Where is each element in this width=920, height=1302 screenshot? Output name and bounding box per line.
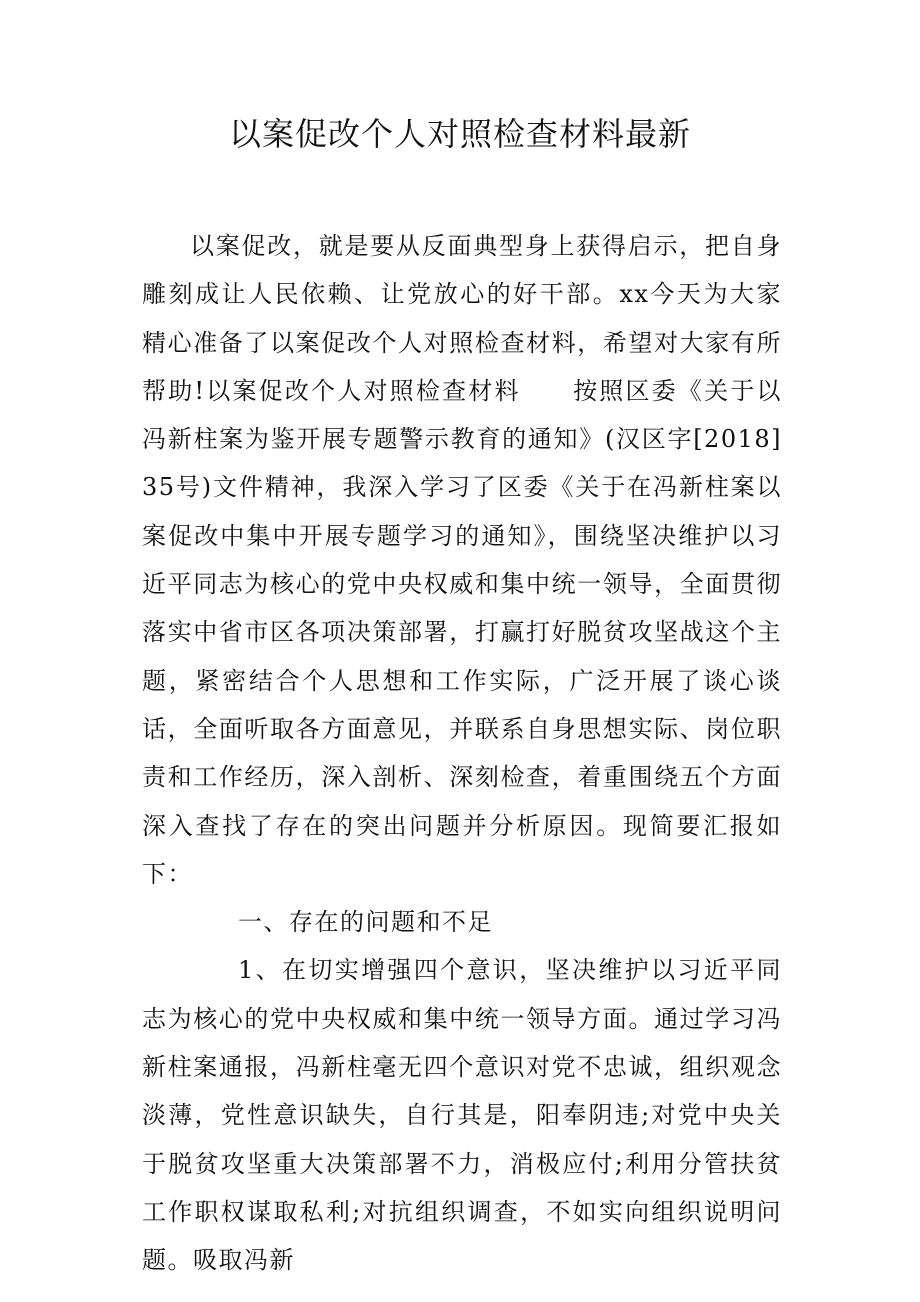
document-title: 以案促改个人对照检查材料最新 xyxy=(228,115,691,153)
document-body xyxy=(142,222,782,1285)
section-heading: 一、存在的问题和不足 xyxy=(238,908,493,937)
intro-paragraph: 以案促改，就是要从反面典型身上获得启示，把自身雕刻成让人民依赖、让党放心的好干部。xx今天为大家精心准备了以案促改个人对照检查材料，希望对大家有所帮助!以案促改个人对照检查材料 按照区委《关于以冯新柱案为鉴开展专题警示教育的通知》(汉区字[2018]35号)文件精神，我深入学习了区委《关于在冯新柱案以案促改中集中开展专题学习的通知》，围绕坚决维护以习近平同志为核心的党中央权威和集中统一领导，全面贯彻落实中省市区各项决策部署，打赢打好脱贫攻坚战这个主题，紧密结合个人思想和工作实际，广泛开展了谈心谈话，全面听取各方面意见，并联系自身思想实际、岗位职责和工作经历，深入剖析、深刻检查，着重围绕五个方面深入查找了存在的突出问题并分析原因。现简要汇报如下： xyxy=(142,232,782,888)
point-1-paragraph: 1、在切实增强四个意识，坚决维护以习近平同志为核心的党中央权威和集中统一领导方面。通过学习冯新柱案通报，冯新柱毫无四个意识对党不忠诚，组织观念淡薄，党性意识缺失，自行其是，阳奉阴违;对党中央关于脱贫攻坚重大决策部署不力，消极应付;利用分管扶贫工作职权谋取私利;对抗组织调查，不如实向组织说明问题。吸取冯新 xyxy=(142,956,782,1275)
